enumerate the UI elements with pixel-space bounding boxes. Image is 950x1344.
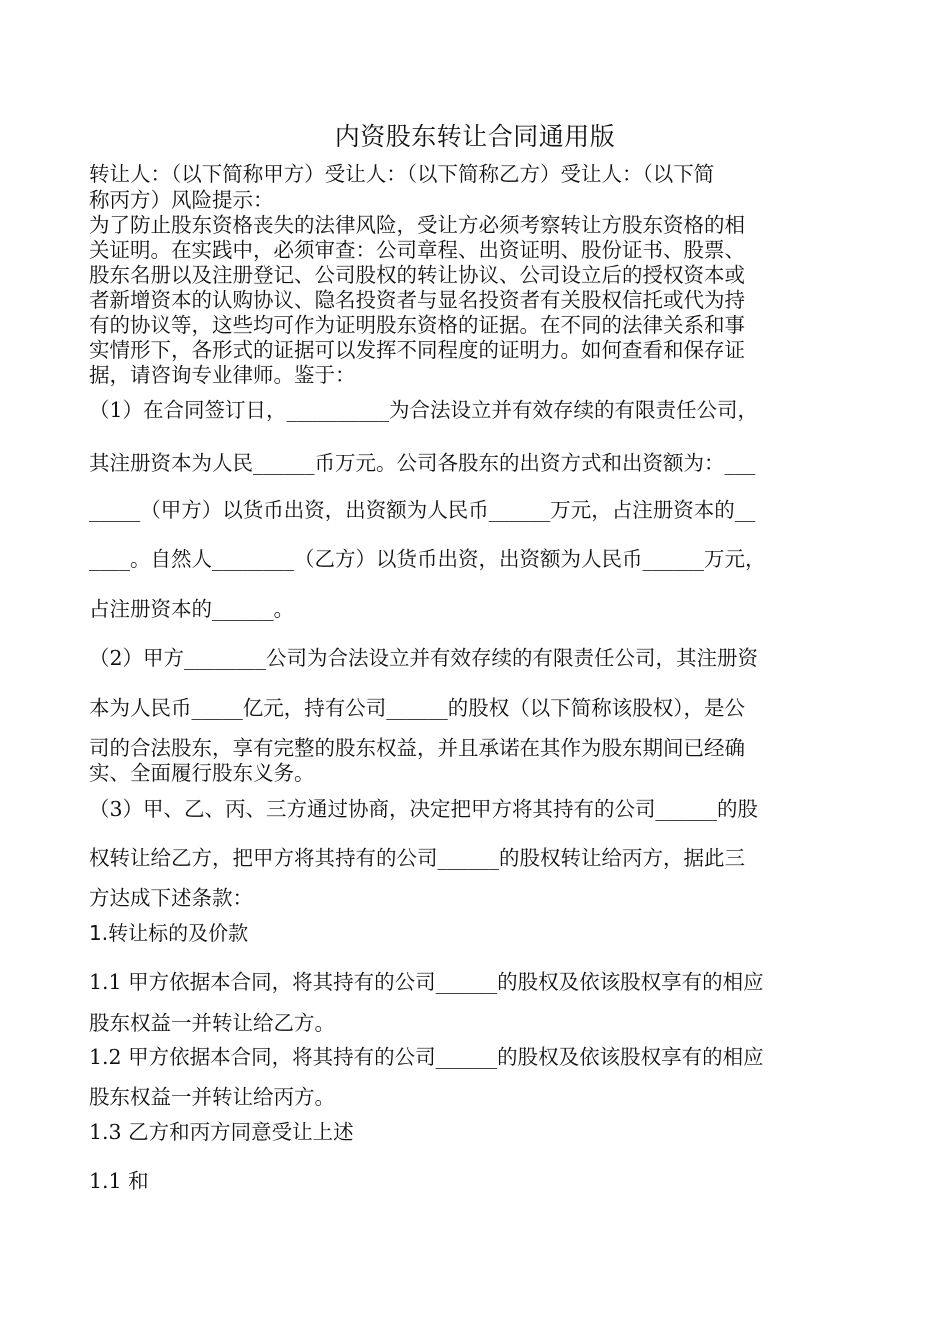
section-heading: 1.转让标的及价款 [89, 921, 249, 945]
text-line: ____。自然人________（乙方）以货币出资，出资额为人民币______万元， [89, 547, 766, 571]
text-line: （2）甲方________公司为合法设立并有效存续的有限责任公司，其注册资 [89, 646, 759, 670]
text-line: 者新增资本的认购协议、隐名投资者与显名投资者有关股权信托或代为持 [89, 288, 745, 312]
text-line: （3）甲、乙、丙、三方通过协商，决定把甲方将其持有的公司______的股 [89, 797, 759, 821]
text-line: 司的合法股东，享有完整的股东权益，并且承诺在其作为股东期间已经确 [89, 736, 745, 760]
text-line: 权转让给乙方，把甲方将其持有的公司______的股权转让给丙方，据此三 [89, 846, 745, 870]
text-line: 股东权益一并转让给乙方。 [89, 1011, 335, 1035]
text-line: 1.1 和 [89, 1169, 149, 1193]
text-line: 股东权益一并转让给丙方。 [89, 1085, 335, 1109]
text-line: 实情形下，各形式的证据可以发挥不同程度的证明力。如何查看和保存证 [89, 338, 745, 362]
text-line: _____（甲方）以货币出资，出资额为人民币______万元，占注册资本的__ [89, 498, 756, 522]
text-line: 关证明。在实践中，必须审查：公司章程、出资证明、股份证书、股票、 [89, 238, 745, 262]
text-line: 1.1 甲方依据本合同，将其持有的公司______的股权及依该股权享有的相应 [89, 970, 764, 994]
text-line: 股东名册以及注册登记、公司股权的转让协议、公司设立后的授权资本或 [89, 263, 745, 287]
document-title: 内资股东转让合同通用版 [334, 122, 616, 151]
text-line: 据，请咨询专业律师。鉴于： [89, 363, 356, 387]
text-line: 转让人：（以下简称甲方）受让人：（以下简称乙方）受让人：（以下简 [89, 162, 715, 186]
text-line: （1）在合同签订日，__________为合法设立并有效存续的有限责任公司， [89, 398, 759, 422]
text-line: 有的协议等，这些均可作为证明股东资格的证据。在不同的法律关系和事 [89, 313, 745, 337]
text-line: 方达成下述条款： [89, 886, 253, 910]
text-line: 实、全面履行股东义务。 [89, 761, 315, 785]
text-line: 为了防止股东资格丧失的法律风险，受让方必须考察转让方股东资格的相 [89, 213, 745, 237]
text-line: 称丙方）风险提示： [89, 188, 274, 212]
text-line: 本为人民币_____亿元，持有公司______的股权（以下简称该股权），是公 [89, 696, 745, 720]
text-line: 1.2 甲方依据本合同，将其持有的公司______的股权及依该股权享有的相应 [89, 1045, 764, 1069]
text-line: 其注册资本为人民______币万元。公司各股东的出资方式和出资额为：___ [89, 451, 756, 475]
text-line: 1.3 乙方和丙方同意受让上述 [89, 1120, 354, 1144]
text-line: 占注册资本的______。 [89, 597, 294, 621]
